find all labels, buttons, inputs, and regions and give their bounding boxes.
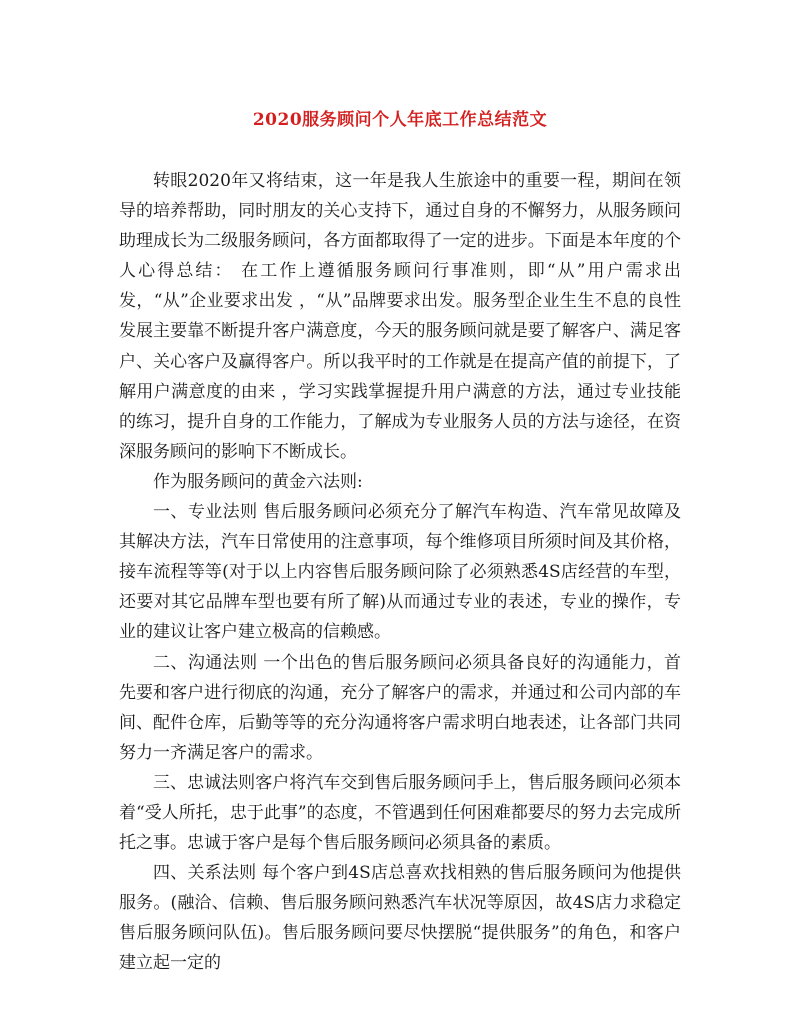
document-title: 2020服务顾问个人年底工作总结范文: [252, 110, 548, 130]
paragraph-rule-loyalty: 三、忠诚法则客户将汽车交到售后服务顾问手上，售后服务顾问必须本着“受人所托，忠于此事”的态度，不管遇到任何困难都要尽的努力去完成所托之事。忠诚于客户是每个售后服务顾问必须具备的素质。: [119, 772, 681, 854]
paragraph-rule-communication: 二、沟通法则 一个出色的售后服务顾问必须具备良好的沟通能力，首先要和客户进行彻底的沟通，充分了解客户的需求，并通过和公司内部的车间、配件仓库，后勤等等的充分沟通将客户需求明白地表述，让各部门共同努力一齐满足客户的需求。: [119, 652, 681, 763]
paragraph-intro: 转眼2020年又将结束，这一年是我人生旅途中的重要一程，期间在领导的培养帮助，同时朋友的关心支持下，通过自身的不懈努力，从服务顾问助理成长为二级服务顾问，各方面都取得了一定的进步。下面是本年度的个人心得总结： 在工作上遵循服务顾问行事准则，即“从”用户需求出发，“从”企业要求出发 ，“从”品牌要求出发。服务型企业生生不息的良性发展主要靠不断提升客户满意度，今天的服务顾问就是要了解客户、满足客户、关心客户及赢得客户。所以我平时的工作就是在提高产值的前提下，了解用户满意度的由来 ，学习实践掌握提升用户满意的方法，通过专业技能的练习，提升自身的工作能力，了解成为专业服务人员的方法与途径，在资深服务顾问的影响下不断成长。: [119, 171, 681, 462]
paragraph-rule-professional: 一、专业法则 售后服务顾问必须充分了解汽车构造、汽车常见故障及其解决方法，汽车日常使用的注意事项，每个维修项目所须时间及其价格，接车流程等等(对于以上内容售后服务顾问除了必须熟悉4S店经营的车型，还要对其它品牌车型也要有所了解)从而通过专业的表述，专业的操作，专业的建议让客户建立极高的信赖感。: [119, 502, 681, 643]
paragraph-rule-relationship: 四、关系法则 每个客户到4S店总喜欢找相熟的售后服务顾问为他提供服务。(融洽、信赖、售后服务顾问熟悉汽车状况等原因，故4S店力求稳定售后服务顾问队伍)。售后服务顾问要尽快摆脱“提供服务”的角色，和客户建立起一定的: [119, 863, 681, 974]
document-body: [119, 166, 681, 979]
paragraph-six-rules-heading: 作为服务顾问的黄金六法则:: [153, 471, 363, 492]
